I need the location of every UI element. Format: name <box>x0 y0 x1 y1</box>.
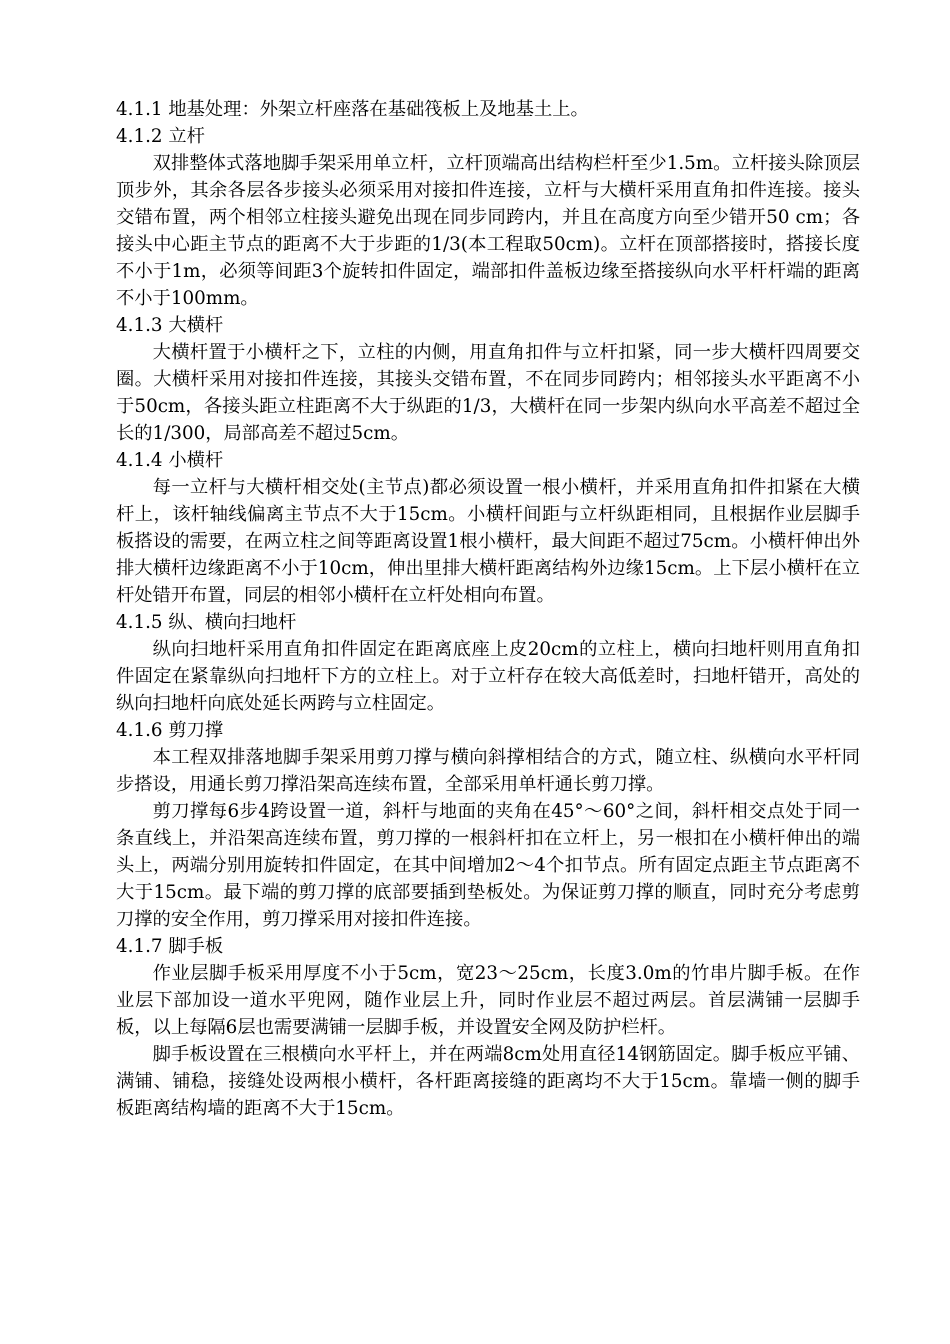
section-4-1-3-heading: 4.1.3 大横杆 <box>116 315 224 336</box>
section-4-1-1-heading: 4.1.1 地基处理：外架立杆座落在基础筏板上及地基土上。 <box>116 99 589 120</box>
section-4-1-2-heading: 4.1.2 立杆 <box>116 126 205 147</box>
section-4-1-5-heading: 4.1.5 纵、横向扫地杆 <box>116 612 297 633</box>
section-4-1-4-paragraph: 每一立杆与大横杆相交处(主节点)都必须设置一根小横杆，并采用直角扣件扣紧在大横杆上，该杆轴线偏离主节点不大于15cm。小横杆间距与立杆纵距相同，且根据作业层脚手板搭设的需要，在两立柱之间等距离设置1根小横杆，最大间距不超过75cm。小横杆伸出外排大横杆边缘距离不小于10cm，伸出里排大横杆距离结构外边缘15cm。上下层小横杆在立杆处错开布置，同层的相邻小横杆在立杆处相向布置。 <box>116 477 860 606</box>
document-page <box>116 96 860 1122</box>
section-4-1-7-paragraph-2: 脚手板设置在三根横向水平杆上，并在两端8cm处用直径14钢筋固定。脚手板应平铺、满铺、铺稳，接缝处设两根小横杆，各杆距离接缝的距离均不大于15cm。靠墙一侧的脚手板距离结构墙的距离不大于15cm。 <box>116 1044 860 1119</box>
section-4-1-6-paragraph-1: 本工程双排落地脚手架采用剪刀撑与横向斜撑相结合的方式，随立柱、纵横向水平杆同步搭设，用通长剪刀撑沿架高连续布置，全部采用单杆通长剪刀撑。 <box>116 747 860 795</box>
section-4-1-6-heading: 4.1.6 剪刀撑 <box>116 720 224 741</box>
section-4-1-2-paragraph: 双排整体式落地脚手架采用单立杆，立杆顶端高出结构栏杆至少1.5m。立杆接头除顶层顶步外，其余各层各步接头必须采用对接扣件连接，立杆与大横杆采用直角扣件连接。接头交错布置，两个相邻立柱接头避免出现在同步同跨内，并且在高度方向至少错开50 cm；各接头中心距主节点的距离不大于步距的1/3(本工程取50cm)。立杆在顶部搭接时，搭接长度不小于1m，必须等间距3个旋转扣件固定，端部扣件盖板边缘至搭接纵向水平杆杆端的距离不小于100mm。 <box>116 153 860 309</box>
section-4-1-6-paragraph-2: 剪刀撑每6步4跨设置一道，斜杆与地面的夹角在45°～60°之间，斜杆相交点处于同一条直线上，并沿架高连续布置，剪刀撑的一根斜杆扣在立杆上，另一根扣在小横杆伸出的端头上，两端分别用旋转扣件固定，在其中间增加2～4个扣节点。所有固定点距主节点距离不大于15cm。最下端的剪刀撑的底部要插到垫板处。为保证剪刀撑的顺直，同时充分考虑剪刀撑的安全作用，剪刀撑采用对接扣件连接。 <box>116 801 860 930</box>
section-4-1-5-paragraph: 纵向扫地杆采用直角扣件固定在距离底座上皮20cm的立柱上，横向扫地杆则用直角扣件固定在紧靠纵向扫地杆下方的立柱上。对于立杆存在较大高低差时，扫地杆错开，高处的纵向扫地杆向底处延长两跨与立柱固定。 <box>116 639 860 714</box>
section-4-1-4-heading: 4.1.4 小横杆 <box>116 450 224 471</box>
section-4-1-7-paragraph-1: 作业层脚手板采用厚度不小于5cm，宽23～25cm，长度3.0m的竹串片脚手板。在作业层下部加设一道水平兜网，随作业层上升，同时作业层不超过两层。首层满铺一层脚手板，以上每隔6层也需要满铺一层脚手板，并设置安全网及防护栏杆。 <box>116 963 860 1038</box>
section-4-1-3-paragraph: 大横杆置于小横杆之下，立柱的内侧，用直角扣件与立杆扣紧，同一步大横杆四周要交圈。大横杆采用对接扣件连接，其接头交错布置，不在同步同跨内；相邻接头水平距离不小于50cm，各接头距立柱距离不大于纵距的1/3，大横杆在同一步架内纵向水平高差不超过全长的1/300，局部高差不超过5cm。 <box>116 342 860 444</box>
section-4-1-7-heading: 4.1.7 脚手板 <box>116 936 224 957</box>
